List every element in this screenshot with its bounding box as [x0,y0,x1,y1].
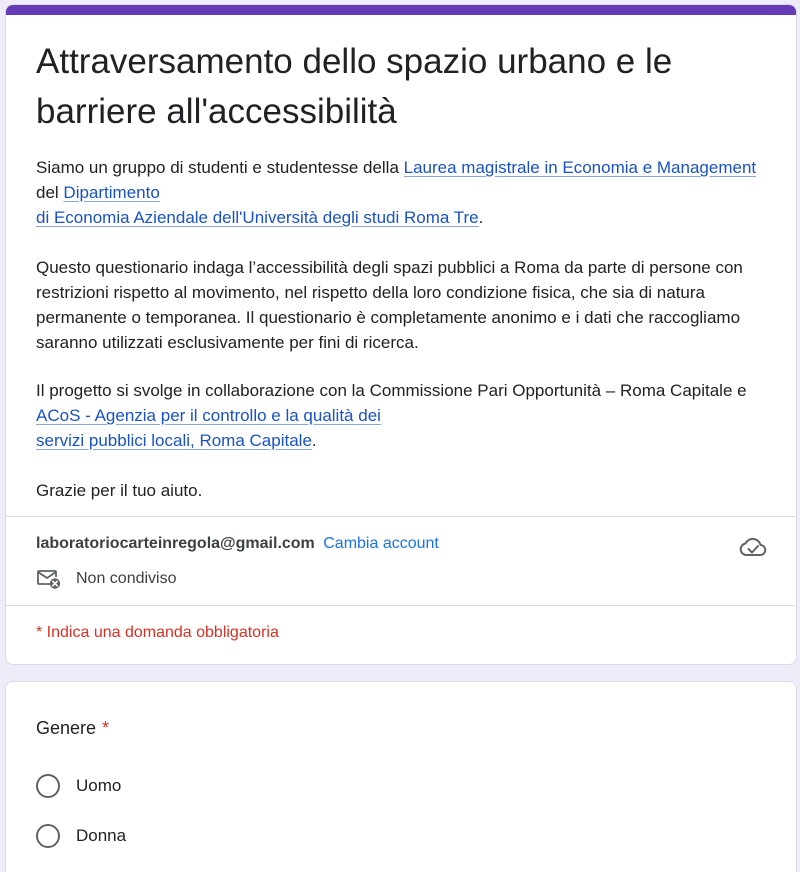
radio-option-label: Uomo [76,776,122,795]
acos-link[interactable]: ACoS - Agenzia per il controllo e la qualità dei [36,406,381,425]
divider [6,605,796,606]
description-paragraph-4: Grazie per il tuo aiuto. [36,481,203,500]
question-title-text: Genere [36,718,97,738]
mail-not-shared-icon [36,568,62,590]
question-card [5,681,797,872]
form-header-card [5,4,797,665]
description-paragraph-3 [36,378,776,453]
required-asterisk: * [102,718,110,738]
share-status-text: Non condiviso [76,570,177,587]
description-text: Il progetto si svolge in collaborazione con la Commissione Pari Opportunità – Roma Capitale e [36,381,747,400]
degree-link[interactable]: Laurea magistrale in Economia e Management [403,158,757,177]
accent-band [6,5,796,15]
divider [6,516,796,517]
description-paragraph-1 [36,155,776,230]
form-title: Attraversamento dello spazio urbano e le barriere all'accessibilità [36,42,673,131]
description-text: . [311,431,317,450]
description-text: Siamo un gruppo di studenti e studentesse della [36,158,404,177]
account-row [36,532,439,556]
cloud-check-icon [737,535,769,559]
radio-button[interactable] [36,824,60,848]
switch-account-link[interactable]: Cambia account [323,535,439,552]
department-link[interactable]: Dipartimento [63,183,160,202]
acos-link-continued[interactable]: servizi pubblici locali, Roma Capitale [36,431,312,450]
question-title [36,715,109,741]
description-text: . [478,208,484,227]
department-link-continued[interactable]: di Economia Aziendale dell'Università degli studi Roma Tre [36,208,479,227]
description-text: del [36,183,64,202]
radio-button[interactable] [36,774,60,798]
radio-option-label: Donna [76,826,127,845]
description-paragraph-2: Questo questionario indaga l’accessibilità degli spazi pubblici a Roma da parte di persone con restrizioni rispetto al movimento, nel rispetto della loro condizione fisica, che sia di natura permanente o temporanea. Il questionario è completamente anonimo e i dati che raccogliamo saranno utilizzati esclusivamente per fini di ricerca. [36,258,743,352]
required-note: * Indica una domanda obbligatoria [36,624,279,641]
account-email: laboratoriocarteinregola@gmail.com [36,535,315,552]
